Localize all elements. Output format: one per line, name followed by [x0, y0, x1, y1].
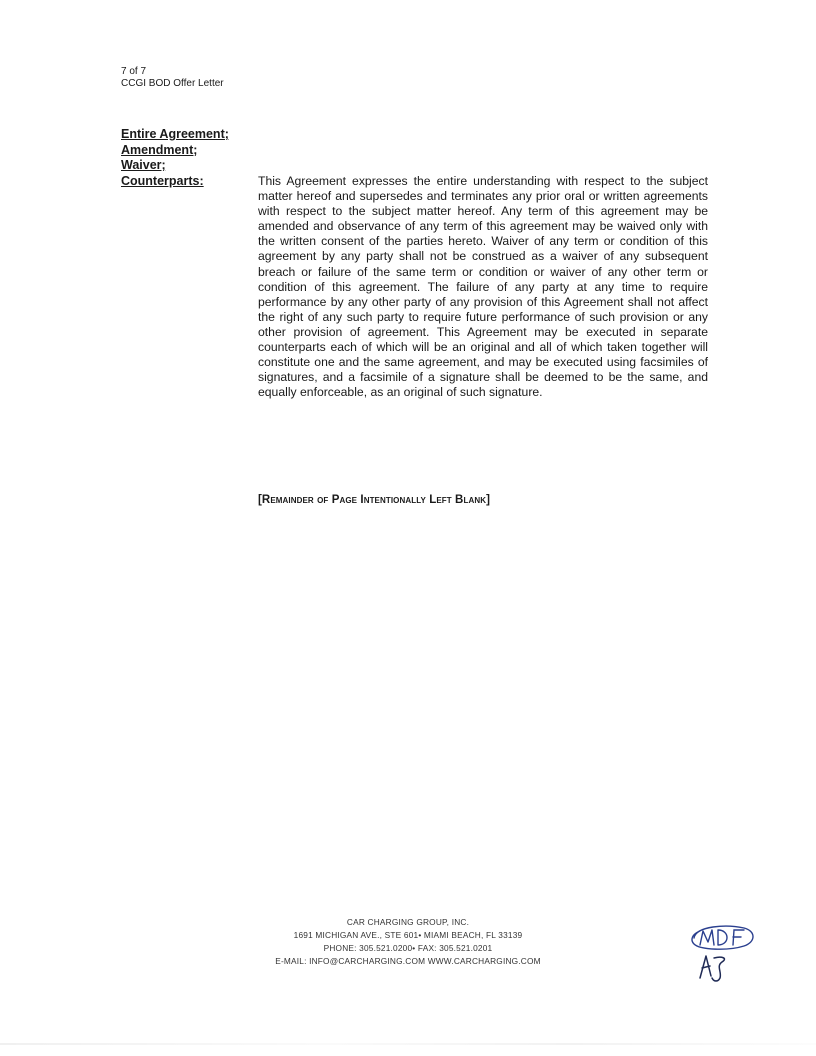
footer-address: 1691 MICHIGAN AVE., STE 601• MIAMI BEACH, FL 33139: [293, 930, 523, 940]
heading-line-1: Entire Agreement;: [121, 127, 229, 141]
handwritten-initials: [686, 918, 758, 986]
page-number: 7 of 7: [121, 66, 147, 77]
section-heading: [121, 127, 251, 189]
page-header: [121, 66, 224, 90]
heading-line-3: Waiver;: [121, 158, 166, 172]
heading-line-2: Amendment;: [121, 142, 198, 157]
heading-line-4: Counterparts :: [121, 174, 251, 190]
document-title: CCGI BOD Offer Letter: [121, 78, 224, 89]
scan-artifact-line: [0, 1043, 816, 1045]
footer-phone-fax: PHONE: 305.521.0200• FAX: 305.521.0201: [323, 943, 493, 953]
footer-company: CAR CHARGING GROUP, INC.: [346, 917, 470, 927]
remainder-note: [Remainder of Page Intentionally Left Blank]: [258, 494, 491, 506]
initials-signature-icon: [686, 918, 758, 986]
section-body: This Agreement expresses the entire understanding with respect to the subject matter hereof and supersedes and terminates any prior oral or written agreements with respect to the subject matter hereof. Any term of this agreement may be amended and observance of any term of this agreement may be waived only with the written consent of the parties hereto. Waiver of any term or condition of this agreement by any party shall not be construed as a waiver of any subsequent breach or failure of the same term or condition or waiver of any other term or condition of this agreement. The failure of any party at any time to require performance by any other party of any provision of this Agreement shall not affect the right of any such party to require future performance of such provision or any other provision of agreement. This Agreement may be executed in separate counterparts each of which will be an original and all of which taken together will constitute one and the same agreement, and may be executed using facsimiles of signatures, and a facsimile of a signature shall be deemed to be the same, and equally enforceable, as an original of such signature.: [258, 174, 708, 400]
footer-email-web: E-MAIL: INFO@CARCHARGING.COM WWW.CARCHARGING.COM: [275, 956, 541, 966]
